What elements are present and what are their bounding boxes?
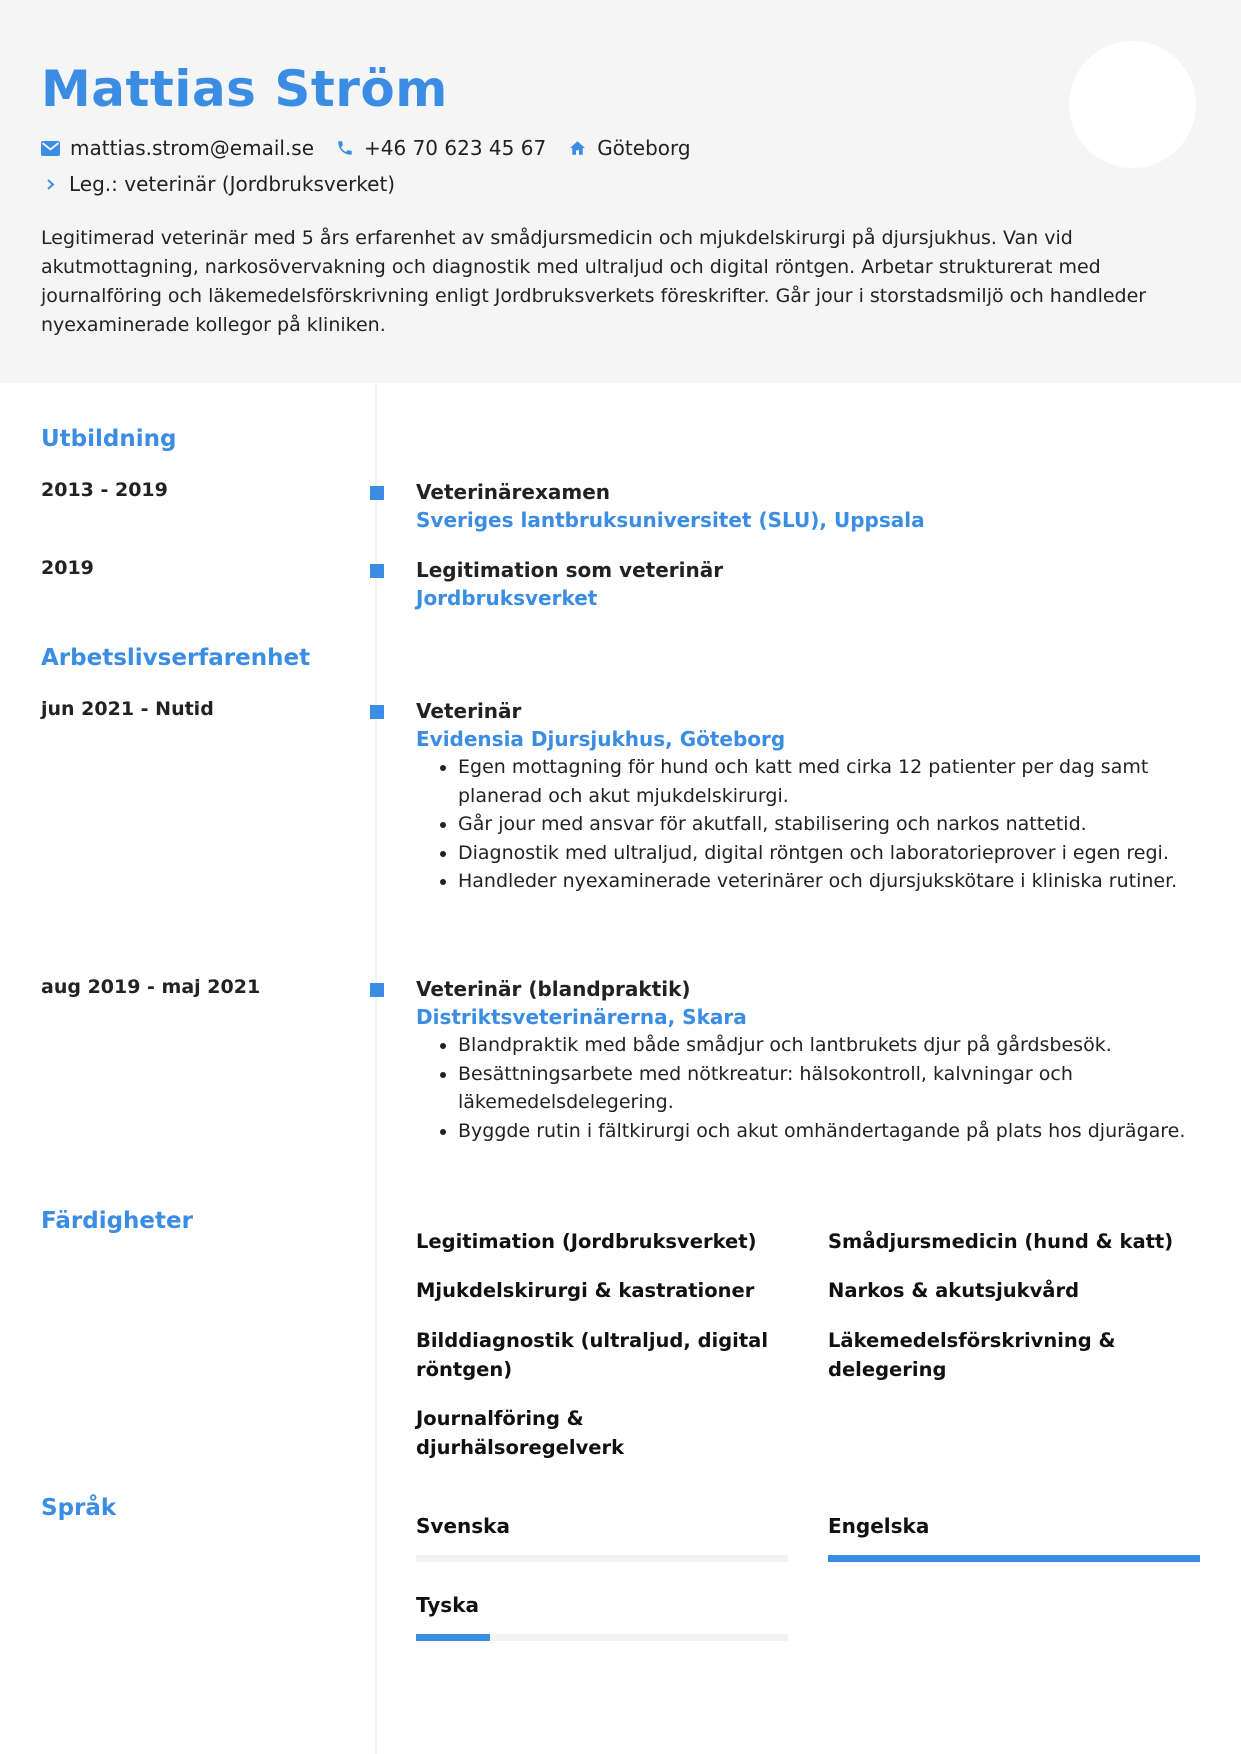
job-title: Veterinär (blandpraktik): [416, 977, 691, 1001]
profile-summary: Legitimerad veterinär med 5 års erfarenhet av smådjursmedicin och mjukdelskirurgi på djursjukhus. Van vid akutmottagning, narkosövervakning och diagnostik med ultraljud och digital röntgen. Arbetar strukturerat med journalföring och läkemedelsförskrivning enligt Jordbruksverkets föreskrifter. Går jour i storstadsmiljö och handleder nyexaminerade kollegor på kliniken.: [41, 227, 1147, 336]
section-title-experience: Arbetslivserfarenhet: [41, 645, 311, 671]
education-institution: Sveriges lantbruksuniversitet (SLU), Uppsala: [416, 508, 925, 532]
timeline-marker: [370, 705, 384, 719]
location-text: Göteborg: [597, 136, 691, 160]
list-item: • Byggde rutin i fältkirurgi och akut omhändertagande på plats hos djurägare.: [458, 1117, 1196, 1146]
list-item: • Besättningsarbete med nötkreatur: hälsokontroll, kalvningar och läkemedelsdelegering.: [458, 1060, 1196, 1117]
job-title: Veterinär: [416, 699, 522, 723]
contact-location: [568, 136, 690, 160]
list-item: • Blandpraktik med både smådjur och lantbrukets djur på gårdsbesök.: [458, 1031, 1196, 1060]
education-date: 2019: [41, 557, 94, 579]
education-institution: Jordbruksverket: [416, 586, 598, 610]
license-info: [41, 170, 395, 198]
skill-item: Läkemedelsförskrivning & delegering: [828, 1329, 1116, 1381]
language-name: Engelska: [828, 1514, 930, 1538]
phone-icon: [336, 139, 354, 157]
skill-item: Mjukdelskirurgi & kastrationer: [416, 1279, 755, 1302]
phone-text: +46 70 623 45 67: [364, 136, 547, 160]
timeline-marker: [370, 564, 384, 578]
list-item: • Går jour med ansvar för akutfall, stabilisering och narkos nattetid.: [458, 810, 1196, 839]
language-level-fill: [416, 1634, 490, 1641]
experience-date: jun 2021 - Nutid: [41, 698, 214, 720]
contact-phone[interactable]: [336, 136, 546, 160]
contact-email[interactable]: [41, 136, 314, 160]
skill-item: Legitimation (Jordbruksverket): [416, 1230, 757, 1253]
license-text: Leg.: veterinär (Jordbruksverket): [69, 172, 396, 196]
employer: Distriktsveterinärerna, Skara: [416, 1005, 747, 1029]
envelope-icon: [41, 141, 60, 156]
timeline-marker: [370, 983, 384, 997]
language-level-bar: [828, 1555, 1200, 1562]
experience-entry: [416, 975, 1196, 1145]
language-name: Svenska: [416, 1514, 510, 1538]
list-item: • Handleder nyexaminerade veterinärer och djursjukskötare i kliniska rutiner.: [458, 867, 1196, 896]
section-title-education: Utbildning: [41, 426, 177, 452]
email-text: mattias.strom@email.se: [70, 136, 315, 160]
header: [0, 0, 1241, 383]
language-level-fill: [828, 1555, 1200, 1562]
job-duties: [416, 1031, 1196, 1145]
education-date: 2013 - 2019: [41, 479, 168, 501]
chevron-right-icon: [46, 178, 55, 191]
education-degree: Veterinärexamen: [416, 480, 610, 504]
candidate-name: Mattias Ström: [41, 60, 448, 118]
education-degree: Legitimation som veterinär: [416, 558, 724, 582]
timeline-marker: [370, 486, 384, 500]
skill-item: Bilddiagnostik (ultraljud, digital röntgen): [416, 1329, 769, 1381]
language-level-bar: [416, 1634, 788, 1641]
skill-item: Journalföring & djurhälsoregelverk: [416, 1407, 625, 1459]
employer: Evidensia Djursjukhus, Göteborg: [416, 727, 786, 751]
list-item: • Diagnostik med ultraljud, digital röntgen och laboratorieprover i egen regi.: [458, 839, 1196, 868]
skill-item: Narkos & akutsjukvård: [828, 1279, 1080, 1302]
list-item: • Egen mottagning för hund och katt med cirka 12 patienter per dag samt planerad och akut mjukdelskirurgi.: [458, 753, 1196, 810]
skill-item: Smådjursmedicin (hund & katt): [828, 1230, 1174, 1253]
timeline-line: [375, 383, 377, 1754]
job-duties: [416, 753, 1196, 896]
profile-photo-placeholder: [1069, 41, 1196, 168]
language-level-bar: [416, 1555, 788, 1562]
language-name: Tyska: [416, 1593, 480, 1617]
section-title-skills: Färdigheter: [41, 1208, 193, 1234]
home-icon: [568, 139, 587, 157]
experience-entry: [416, 697, 1196, 896]
education-entry: [416, 556, 1196, 612]
contact-info: [41, 134, 713, 162]
section-title-languages: Språk: [41, 1495, 117, 1521]
education-entry: [416, 478, 1196, 534]
experience-date: aug 2019 - maj 2021: [41, 976, 261, 998]
